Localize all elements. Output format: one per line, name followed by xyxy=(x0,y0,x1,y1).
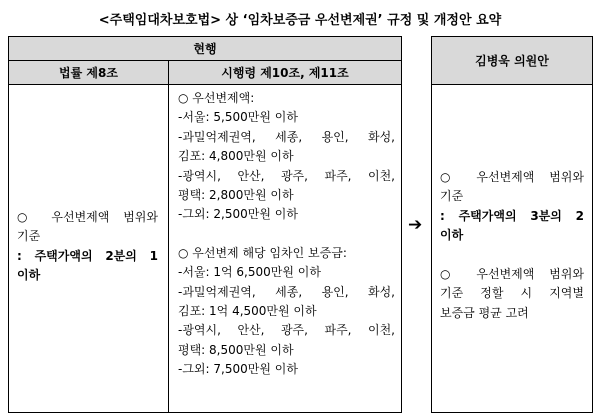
arrow-right-icon: ➔ xyxy=(408,215,423,235)
proposal-line-5: ○ 우선변제액 범위와 xyxy=(440,266,584,281)
proposal-line-1: ○ 우선변제액 범위와 xyxy=(440,170,584,185)
decree-line: -그외: 2,500만원 이하 xyxy=(178,207,298,222)
decree-cell xyxy=(169,85,402,413)
header-decree: 시행령 제10조, 제11조 xyxy=(169,61,402,85)
page-title: <주택임대차보호법> 상 ‘임차보증금 우선변제권’ 규정 및 개정안 요약 xyxy=(98,13,502,28)
proposal-line-2: 기준 xyxy=(440,189,464,204)
decree-line: 김포: 4,800만원 이하 xyxy=(178,149,294,164)
decree-line: -서울: 1억 6,500만원 이하 xyxy=(178,265,321,280)
decree-line: -그외: 7,500만원 이하 xyxy=(178,362,298,377)
decree-line: 평택: 2,800만원 이하 xyxy=(178,188,294,203)
decree-line: -광역시, 안산, 광주, 파주, 이천, xyxy=(178,323,395,338)
proposal-cell xyxy=(432,85,593,413)
proposal-line-7: 보증금 평균 고려 xyxy=(440,305,529,320)
header-law: 법률 제8조 xyxy=(9,61,169,85)
decree-line: -서울: 5,500만원 이하 xyxy=(178,110,298,125)
decree-line: 김포: 1억 4,500만원 이하 xyxy=(178,304,317,319)
header-current: 현행 xyxy=(9,37,402,61)
header-proposal: 김병욱 의원안 xyxy=(432,37,593,85)
law-line-1: ○ 우선변제액 범위와 xyxy=(17,209,158,224)
law-cell xyxy=(9,85,169,413)
decree-line: 평택: 8,500만원 이하 xyxy=(178,342,294,357)
decree-line: -광역시, 안산, 광주, 파주, 이천, xyxy=(178,168,395,183)
law-line-2: 기준 xyxy=(17,229,41,244)
decree-line: -과밀억제권역, 세종, 용인, 화성, xyxy=(178,284,395,299)
decree-section-2-heading: ○ 우선변제 해당 임차인 보증금: xyxy=(178,245,347,260)
proposal-line-6: 기준 정할 시 지역별 xyxy=(440,286,584,301)
decree-line: -과밀억제권역, 세종, 용인, 화성, xyxy=(178,129,395,144)
proposal-line-4: 이하 xyxy=(440,228,464,243)
law-line-3: : 주택가액의 2분의 1 xyxy=(17,248,158,263)
law-line-4: 이하 xyxy=(17,267,41,282)
proposal-table xyxy=(431,36,593,413)
proposal-line-3: : 주택가액의 3분의 2 xyxy=(440,208,584,223)
decree-section-1-heading: ○ 우선변제액: xyxy=(178,91,255,105)
current-table xyxy=(8,36,402,413)
